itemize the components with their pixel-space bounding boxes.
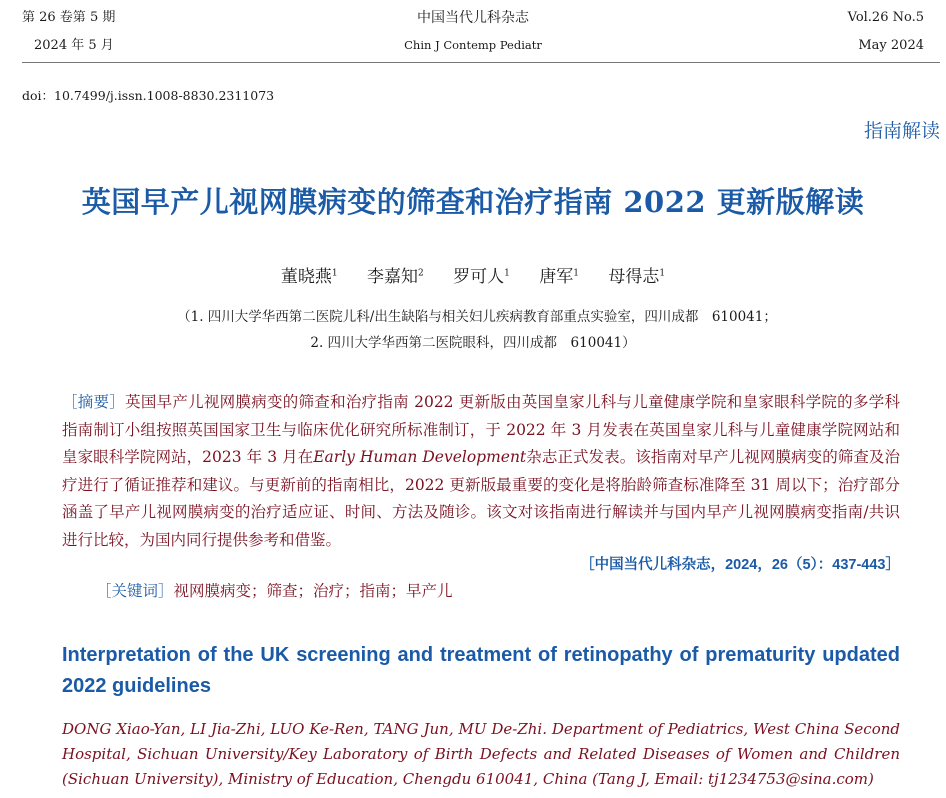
- affiliation-2: 2. 四川大学华西第二医院眼科，四川成都 610041）: [310, 335, 636, 351]
- keywords-tag: ［关键词］: [96, 582, 174, 600]
- author: 李嘉知$^2$: [366, 267, 424, 287]
- author-list: [0, 262, 946, 287]
- header-journal-name: 中国当代儿科杂志: [417, 10, 529, 26]
- header-volume-issue: 第 26 卷第 5 期: [22, 10, 116, 25]
- citation: ［中国当代儿科杂志，2024，26（5）：437-443］: [580, 557, 900, 573]
- doi[interactable]: doi：10.7499/j.issn.1008-8830.2311073: [22, 88, 275, 103]
- header-volume-en: Vol.26 No.5: [847, 10, 924, 25]
- author: 董晓燕$^1$: [280, 267, 338, 287]
- affiliation-1: （1. 四川大学华西第二医院儿科/出生缺陷与相关妇儿疾病教育部重点实验室，四川成都 610041；: [177, 309, 777, 325]
- header-date-en: May 2024: [858, 38, 924, 53]
- header-rule: [22, 62, 940, 63]
- english-title: Interpretation of the UK screening and treatment of retinopathy of prematurity updated 2022 guidelines: [62, 644, 900, 697]
- abstract-tag: ［摘要］: [62, 393, 126, 411]
- abstract: [62, 389, 900, 554]
- abstract-journal-name: Early Human Development: [313, 448, 527, 466]
- author: 唐军$^1$: [539, 267, 579, 287]
- author: 罗可人$^1$: [453, 267, 510, 287]
- abstract-text-continued: 杂志正式发表。该指南对早产儿视网膜病变的筛查及治疗进行了循证推荐和建议。与更新前的指南相比，2022 更新版最重要的变化是将胎龄筛查标准降至 31 周以下；治疗部分涵盖了早产儿视网膜病变的治疗适应证、时间、方法及随诊。该文对该指南进行解读并与国内早产儿视网膜病变指南/共识进行比较，为国内同行提供参考和借鉴。: [62, 448, 900, 549]
- keywords-text: 视网膜病变；筛查；治疗；指南；早产儿: [173, 582, 453, 600]
- keywords: [96, 579, 453, 601]
- english-authors: DONG Xiao-Yan, LI Jia-Zhi, LUO Ke-Ren, TANG Jun, MU De-Zhi. Department of Pediatrics, West China Second Hospital, Sichuan University/Key Laboratory of Birth Defects and Related Diseases of Women and Children (Sichuan University), Ministry of Education, Chengdu 610041, China (Tang J, Email: tj1234753@sina.com): [62, 720, 900, 788]
- section-label: 指南解读: [863, 120, 940, 142]
- header-date: 2024 年 5 月: [34, 38, 114, 53]
- author: 母得志$^1$: [608, 267, 666, 287]
- article-title: 英国早产儿视网膜病变的筛查和治疗指南 2022 更新版解读: [81, 185, 865, 219]
- header-journal-abbrev: Chin J Contemp Pediatr: [404, 38, 542, 52]
- abstract-text: 英国早产儿视网膜病变的筛查和治疗指南 2022 更新版由英国皇家儿科与儿童健康学院和皇家眼科学院的多学科指南制订小组按照英国国家卫生与临床优化研究所标准制订，于 2022 年 3 月发表在英国皇家儿科与儿童健康学院网站和皇家眼科学院网站，2023 年 3 月在: [62, 393, 900, 466]
